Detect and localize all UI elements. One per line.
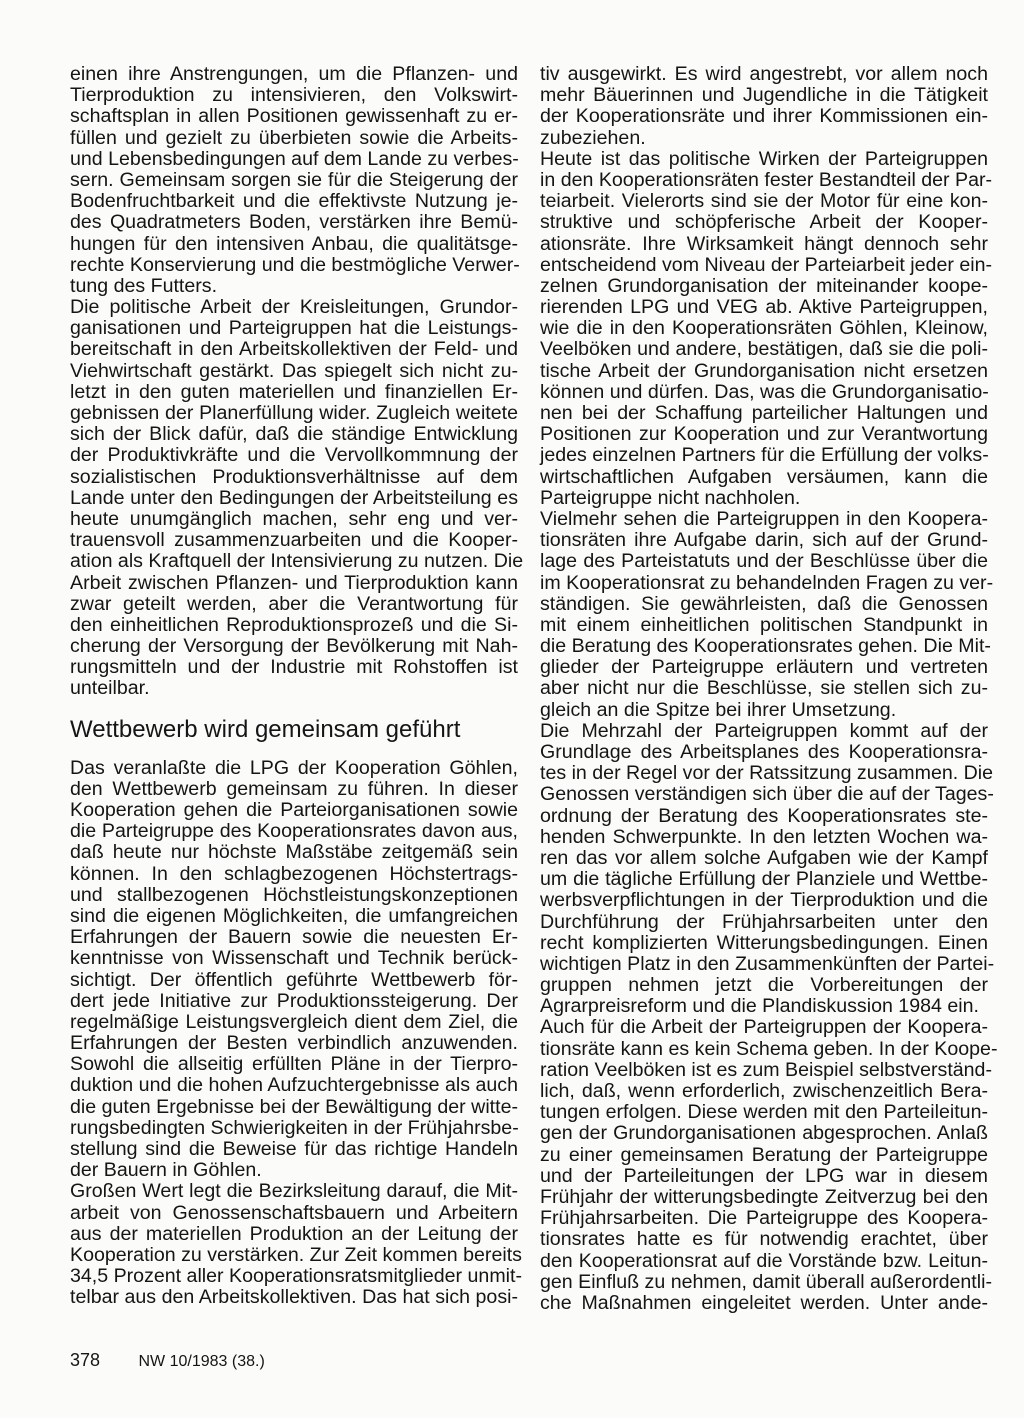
text-line: recht komplizierten Witterungsbedingungen. Einen bbox=[540, 931, 988, 954]
text-line: Kooperation gehen die Parteiorganisationen sowie bbox=[70, 799, 518, 821]
text-line: lage des Parteistatuts und der Beschlüsse über die bbox=[540, 550, 988, 573]
text-line: Erfahrungen der Besten verbindlich anzuwenden. bbox=[70, 1032, 518, 1055]
text-line: sichtigt. Der öffentlich geführte Wettbewerb för- bbox=[70, 968, 518, 991]
text-line: gruppen nehmen jetzt die Vorbereitungen der bbox=[540, 974, 988, 997]
text-line: nen bei der Schaffung parteilicher Haltungen und bbox=[540, 402, 988, 424]
text-line: Das veranlaßte die LPG der Kooperation Göhlen, bbox=[70, 756, 518, 779]
text-line: hungen für den intensiven Anbau, die qualitätsge- bbox=[70, 232, 518, 255]
text-line: mit einem einheitlichen politischen Standpunkt in bbox=[540, 613, 988, 636]
journal-issue: NW 10/1983 (38.) bbox=[138, 1353, 265, 1370]
text-line: Lande unter den Bedingungen der Arbeitsteilung es bbox=[70, 486, 518, 509]
text-line: unteilbar. bbox=[70, 677, 150, 700]
text-line: Kooperation zu verstärken. Zur Zeit kommen bereits bbox=[70, 1243, 522, 1266]
paragraph bbox=[70, 1180, 522, 1309]
text-line: sern. Gemeinsam sorgen sie für die Steigerung der bbox=[70, 168, 518, 191]
text-line: daß heute nur höchste Maßstäbe zeitgemäß sein bbox=[70, 841, 518, 864]
text-line: die Parteigruppe des Kooperationsrates davon aus, bbox=[70, 820, 518, 843]
text-line: Großen Wert legt die Bezirksleitung darauf, die Mit- bbox=[70, 1180, 518, 1203]
text-line: tung des Futters. bbox=[70, 274, 218, 297]
text-line: können und dürfen. Das, was die Grundorganisatio- bbox=[540, 380, 989, 403]
text-line: Grundlage des Arbeitsplanes des Kooperationsra- bbox=[540, 741, 988, 763]
text-line: schaftsplan in allen Positionen gewissenhaft zu er- bbox=[70, 105, 518, 128]
text-line: Die Mehrzahl der Parteigruppen kommt auf der bbox=[540, 719, 988, 742]
text-line: wie die in den Kooperationsräten Göhlen, Kleinow, bbox=[540, 317, 988, 340]
text-line: sozialistischen Produktionsverhältnisse auf dem bbox=[70, 465, 518, 488]
text-line: mehr Bäuerinnen und Jugendliche in die Tätigkeit bbox=[540, 84, 988, 107]
text-line: entscheidend vom Niveau der Parteiarbeit jeder ein- bbox=[540, 253, 992, 276]
text-line: gleich an die Spitze bei ihrer Umsetzung. bbox=[540, 698, 897, 721]
text-line: stellung sind die Beweise für das richtige Handeln bbox=[70, 1138, 518, 1160]
paragraph bbox=[540, 1016, 998, 1314]
text-line: heute unumgänglich machen, sehr eng und ver- bbox=[70, 507, 518, 530]
text-line: rechte Konservierung und die bestmögliche Verwer- bbox=[70, 253, 520, 276]
text-line: sich der Blick dafür, daß die ständige Entwicklung bbox=[70, 423, 518, 446]
right-column bbox=[540, 63, 998, 1314]
text-line: gebnissen der Planerfüllung wider. Zugleich weitete bbox=[70, 402, 518, 424]
text-line: henden Schwerpunkte. In den letzten Wochen wa- bbox=[540, 825, 988, 848]
text-line: tionsrates hatte es für notwendig erachtet, über bbox=[540, 1228, 988, 1251]
paragraph bbox=[540, 64, 988, 149]
text-line: Frühjahrsarbeiten. Die Parteigruppe des Koopera- bbox=[540, 1207, 988, 1230]
text-line: der Kooperationsräte und ihrer Kommissionen ein- bbox=[540, 105, 988, 128]
text-line: wirtschaftlichen Aufgaben versäumen, kann die bbox=[540, 465, 988, 488]
text-line: cherung der Versorgung der Bevölkerung mit Nah- bbox=[70, 635, 518, 658]
text-line: Genossen verständigen sich über die auf der Tages- bbox=[540, 783, 994, 806]
text-line: dert jede Initiative zur Produktionssteigerung. Der bbox=[70, 989, 518, 1012]
text-line: Sowohl die allseitig erfüllten Pläne in der Tierpro- bbox=[70, 1053, 518, 1076]
text-line: ationsräte. Ihre Wirksamkeit hängt dennoch sehr bbox=[540, 232, 988, 255]
text-line: die guten Ergebnisse bei der Bewältigung der witte- bbox=[70, 1095, 518, 1118]
text-line: Viehwirtschaft gestärkt. Das spiegelt sich nicht zu- bbox=[70, 359, 518, 382]
text-line: teiarbeit. Vielerorts sind sie der Motor für eine kon- bbox=[540, 190, 988, 213]
text-line: in den Kooperationsräten fester Bestandteil der Par- bbox=[540, 168, 993, 191]
text-line: Durchführung der Frühjahrsarbeiten unter den bbox=[540, 910, 988, 933]
text-line: arbeit von Genossenschaftsbauern und Arbeitern bbox=[70, 1201, 518, 1224]
text-line: Parteigruppe nicht nachholen. bbox=[540, 486, 801, 509]
text-line: Die politische Arbeit der Kreisleitungen, Grundor- bbox=[70, 296, 518, 319]
text-line: werbsverpflichtungen in der Tierproduktion und die bbox=[540, 889, 988, 912]
text-line: regelmäßige Leistungsvergleich dient dem Ziel, die bbox=[70, 1010, 518, 1033]
text-line: ration Veelböken ist es zum Beispiel selbstverständ- bbox=[540, 1058, 992, 1081]
text-line: Auch für die Arbeit der Parteigruppen der Koopera- bbox=[540, 1016, 988, 1039]
text-line: gen der Grundorganisationen abgesprochen. Anlaß bbox=[540, 1122, 988, 1145]
text-line: zelnen Grundorganisation der miteinander koope- bbox=[540, 274, 988, 297]
text-line: und der Parteileitungen der LPG war in diesem bbox=[540, 1164, 988, 1187]
text-line: glieder der Parteigruppe erläutern und vertreten bbox=[540, 656, 988, 679]
paragraph bbox=[540, 719, 995, 1018]
text-line: den Wettbewerb gemeinsam zu führen. In dieser bbox=[70, 777, 518, 800]
text-line: Erfahrungen der Bauern sowie die neuesten Er- bbox=[70, 926, 518, 949]
text-line: tische Arbeit der Grundorganisation nicht ersetzen bbox=[540, 359, 988, 382]
text-line: zubeziehen. bbox=[540, 126, 646, 149]
text-line: Veelböken und andere, bestätigen, daß sie die poli- bbox=[540, 338, 988, 361]
text-line: tionsräten ihre Aufgabe darin, sich auf der Grund- bbox=[540, 529, 988, 552]
text-line: ation als Kraftquell der Intensivierung zu nutzen. Die bbox=[70, 550, 524, 573]
text-line: bereitschaft in den Arbeitskollektiven der Feld- und bbox=[70, 338, 518, 361]
text-line: trauensvoll zusammenzuarbeiten und die Kooper- bbox=[70, 529, 518, 552]
text-line: den einheitlichen Reproduktionsprozeß und die Si- bbox=[70, 613, 518, 636]
text-line: um die tägliche Erfüllung der Planziele und Wettbe- bbox=[540, 868, 988, 891]
paragraph bbox=[70, 64, 518, 297]
text-line: die Beratung des Kooperationsrates gehen. Die Mit- bbox=[540, 635, 991, 658]
text-line: kenntnisse von Wissenschaft und Technik berück- bbox=[70, 947, 518, 970]
text-line: struktive und schöpferische Arbeit der Kooper- bbox=[540, 211, 988, 234]
text-line: gen Einfluß zu nehmen, damit überall außerordentli- bbox=[540, 1270, 992, 1293]
text-line: füllen und gezielt zu überbieten sowie die Arbeits- bbox=[70, 126, 518, 149]
text-line: wichtigen Platz in den Zusammenkünften der Partei- bbox=[540, 952, 995, 975]
text-line: rierenden LPG und VEG ab. Aktive Parteigruppen, bbox=[540, 296, 988, 319]
text-line: Positionen zur Kooperation und zur Verantwortung bbox=[540, 423, 988, 446]
text-line: lich, daß, wenn erforderlich, zwischenzeitlich Bera- bbox=[540, 1080, 988, 1102]
text-line: Agrarpreisreform und die Plandiskussion 1984 ein. bbox=[540, 995, 979, 1018]
text-line: der Bauern in Göhlen. bbox=[70, 1159, 262, 1182]
text-line: tiv ausgewirkt. Es wird angestrebt, vor allem noch bbox=[540, 63, 988, 85]
text-line: den Kooperationsrat auf die Vorstände bzw. Leitun- bbox=[540, 1249, 988, 1272]
text-line: ganisationen und Parteigruppen hat die Leistungs- bbox=[70, 317, 518, 340]
text-line: Frühjahr der witterungsbedingte Zeitverzug bei den bbox=[540, 1185, 988, 1208]
text-line: Arbeit zwischen Pflanzen- und Tierproduktion kann bbox=[70, 571, 518, 594]
text-line: duktion und die hohen Aufzuchtergebnisse als auch bbox=[70, 1074, 518, 1097]
text-line: 34,5 Prozent aller Kooperationsratsmitglieder unmit- bbox=[70, 1265, 522, 1288]
text-line: rungsmitteln und der Industrie mit Rohstoffen ist bbox=[70, 656, 518, 679]
text-line: im Kooperationsrat zu behandelnden Fragen zu ver- bbox=[540, 571, 994, 594]
text-line: aber nicht nur die Beschlüsse, sie stellen sich zu- bbox=[540, 677, 988, 700]
paragraph bbox=[540, 147, 993, 509]
text-line: tes in der Regel vor der Ratssitzung zusammen. Die bbox=[540, 762, 994, 785]
text-line: und stallbezogenen Höchstleistungskonzeptionen bbox=[70, 883, 518, 906]
text-line: zu einer gemeinsamen Beratung der Parteigruppe bbox=[540, 1143, 988, 1166]
page-number: 378 bbox=[70, 1350, 101, 1370]
text-line: können. In den schlagbezogenen Höchstertrags- bbox=[70, 862, 518, 885]
text-line: tionsräte kann es kein Schema geben. In der Koope- bbox=[540, 1037, 998, 1060]
paragraph bbox=[70, 296, 524, 700]
text-line: einen ihre Anstrengungen, um die Pflanzen- und bbox=[70, 63, 518, 85]
text-line: des Quadratmeters Boden, verstärken ihre Bemü- bbox=[70, 211, 518, 234]
text-line: und Lebensbedingungen auf dem Lande zu verbes- bbox=[70, 147, 519, 170]
text-line: rungsbedingten Schwierigkeiten in der Frühjahrsbe- bbox=[70, 1116, 519, 1139]
text-line: Bodenfruchtbarkeit und die effektivste Nutzung je- bbox=[70, 190, 518, 213]
text-line: telbar aus den Arbeitskollektiven. Das hat sich posi- bbox=[70, 1286, 518, 1309]
text-line: zwar geteilt werden, aber die Verantwortung für bbox=[70, 592, 518, 615]
section-heading: Wettbewerb wird gemeinsam geführt bbox=[70, 715, 461, 743]
paragraph bbox=[540, 507, 994, 721]
text-line: jedes einzelnen Partners für die Erfüllung der volks- bbox=[540, 444, 989, 467]
left-column bbox=[70, 63, 524, 1309]
text-line: che Maßnahmen eingeleitet werden. Unter ande- bbox=[540, 1291, 988, 1314]
text-line: ordnung der Beratung des Kooperationsrates ste- bbox=[540, 804, 988, 827]
text-line: tungen erfolgen. Diese werden mit den Parteileitun- bbox=[540, 1101, 988, 1124]
text-line: letzt in den guten materiellen und finanziellen Er- bbox=[70, 380, 518, 403]
text-line: Vielmehr sehen die Parteigruppen in den Koopera- bbox=[540, 507, 988, 530]
text-line: Heute ist das politische Wirken der Parteigruppen bbox=[540, 147, 988, 170]
text-line: ständigen. Sie gewährleisten, daß die Genossen bbox=[540, 592, 988, 615]
text-line: aus der materiellen Produktion an der Leitung der bbox=[70, 1222, 518, 1245]
text-line: der Produktivkräfte und die Vervollkommnung der bbox=[70, 444, 518, 467]
paragraph bbox=[70, 758, 518, 1182]
text-line: sind die eigenen Möglichkeiten, die umfangreichen bbox=[70, 904, 518, 927]
text-line: Tierproduktion zu intensivieren, den Volkswirt- bbox=[70, 84, 518, 107]
page-footer bbox=[70, 1350, 265, 1372]
text-line: ren das vor allem solche Aufgaben wie der Kampf bbox=[540, 846, 988, 869]
